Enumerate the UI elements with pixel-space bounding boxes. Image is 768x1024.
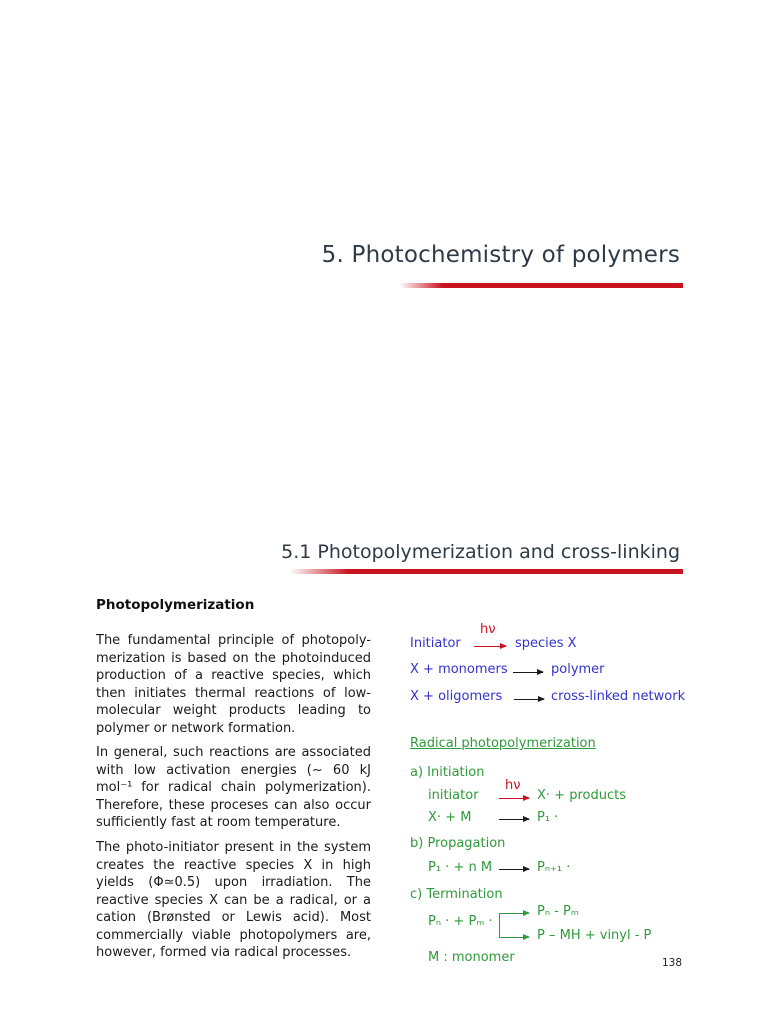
- arrow-right-icon: [514, 699, 544, 700]
- arrow-right-icon: [513, 672, 543, 673]
- initiation-p1: P₁ ·: [537, 810, 559, 825]
- chapter-title: 5. Photochemistry of polymers: [321, 242, 680, 268]
- branch-connector: [499, 913, 500, 937]
- arrow-right-icon: [499, 819, 529, 820]
- arrow-right-icon: [474, 646, 506, 647]
- initiation-products: X· + products: [537, 788, 626, 803]
- scheme-initiator: Initiator: [410, 636, 461, 651]
- paragraph-principle: The fundamental principle of photopoly-merization is based on the photoinduced production of a reactive species, which then initiates thermal reactions of low-molecular weight products leading to polymer or network formation.: [96, 633, 371, 736]
- propagation-label: b) Propagation: [410, 836, 506, 851]
- termination-lower: P – MH + vinyl - P: [537, 928, 652, 943]
- monomer-legend: M : monomer: [428, 950, 515, 965]
- section-title: 5.1 Photopolymerization and cross-linking: [281, 541, 680, 563]
- termination-left: Pₙ · + Pₘ ·: [428, 914, 493, 929]
- hv-label: hν: [480, 622, 496, 637]
- termination-upper: Pₙ - Pₘ: [537, 904, 579, 919]
- initiation-label: a) Initiation: [410, 765, 485, 780]
- initiation-xm: X· + M: [428, 810, 472, 825]
- propagation-right: Pₙ₊₁ ·: [537, 860, 571, 875]
- arrow-right-icon: [499, 913, 529, 914]
- page-number: 138: [661, 957, 682, 969]
- scheme-oligomers: X + oligomers: [410, 689, 503, 704]
- propagation-left: P₁ · + n M: [428, 860, 493, 875]
- paragraph-activation: In general, such reactions are associated with low activation energies (~ 60 kJ mol⁻¹ for radical chain polymerization). Therefore, these proceses can also occur sufficiently fast at room temperature.: [96, 745, 371, 830]
- scheme-polymer: polymer: [551, 662, 605, 677]
- hv-label: hν: [505, 778, 521, 793]
- scheme-monomers: X + monomers: [410, 662, 508, 677]
- section-title-rule: [290, 569, 683, 574]
- termination-label: c) Termination: [410, 887, 503, 902]
- scheme-species: species X: [515, 636, 577, 651]
- scheme-network: cross-linked network: [551, 689, 686, 704]
- arrow-right-icon: [499, 798, 529, 799]
- paragraph-initiator: The photo-initiator present in the system creates the reactive species X in high yields (Φ≃0.5) upon irradiation. The reactive species X can be a radical, or a cation (Brønsted or Lewis acid). Most commercially viable photopolymers are, however, formed via radical processes.: [96, 840, 371, 960]
- subheading: Photopolymerization: [96, 597, 255, 613]
- radical-heading: Radical photopolymerization: [410, 736, 596, 751]
- arrow-right-icon: [499, 869, 529, 870]
- arrow-right-icon: [499, 937, 529, 938]
- initiation-initiator: initiator: [428, 788, 479, 803]
- chapter-title-rule: [400, 283, 683, 288]
